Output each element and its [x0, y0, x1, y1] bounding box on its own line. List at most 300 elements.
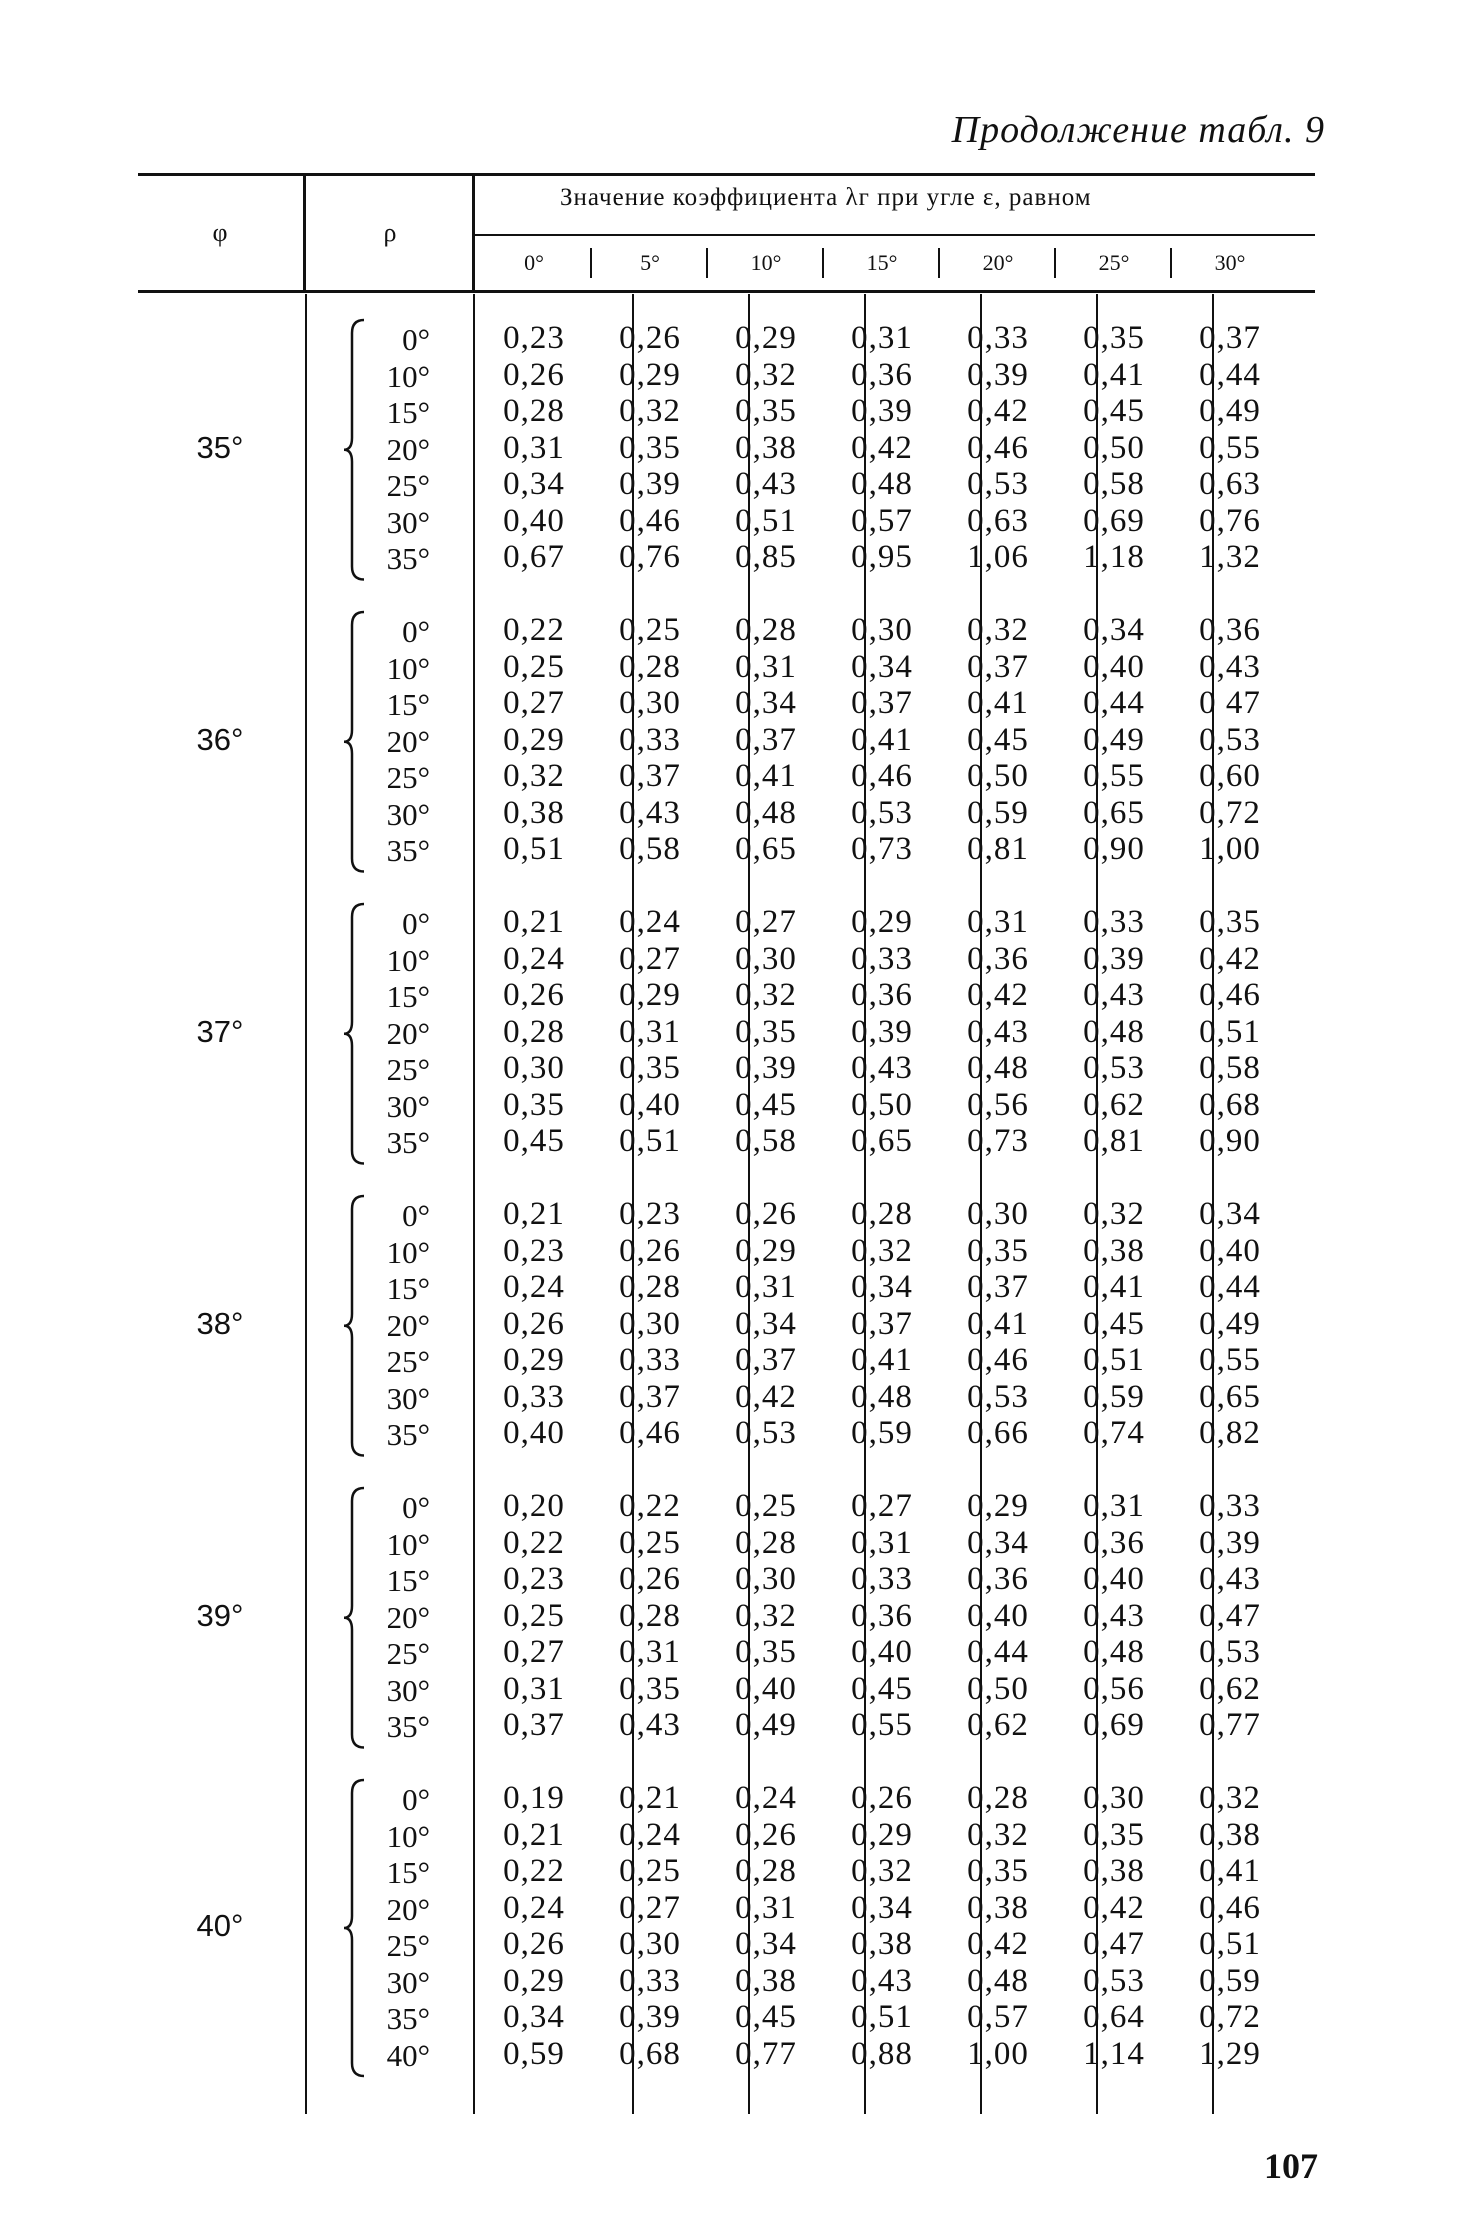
coefficient-cell: 0,31 — [851, 320, 913, 356]
coefficient-cell: 0,43 — [619, 1707, 681, 1743]
coefficient-cell: 0,63 — [967, 502, 1029, 539]
coefficient-cell: 0,39 — [1083, 940, 1145, 977]
coefficient-cell: 0,90 — [1083, 831, 1145, 867]
coefficient-cell: 0,58 — [735, 1123, 797, 1159]
coefficient-cell: 0,27 — [851, 1488, 913, 1524]
coefficient-cell: 0,55 — [1199, 429, 1261, 466]
coefficient-cell: 0,37 — [503, 1707, 565, 1743]
coefficient-cell: 0,35 — [1083, 1816, 1145, 1853]
coefficient-cell: 0,32 — [619, 393, 681, 429]
coefficient-cell: 0,27 — [503, 685, 565, 721]
coefficient-cell: 0,51 — [1199, 1013, 1261, 1050]
coefficient-cell: 0,45 — [735, 1999, 797, 2035]
rho-value: 25° — [386, 468, 430, 503]
coefficient-cell: 0,43 — [967, 1013, 1029, 1050]
coefficient-cell: 0,31 — [735, 1889, 797, 1926]
coefficient-cell: 0,39 — [735, 1050, 797, 1086]
coefficient-cell: 0,40 — [503, 502, 565, 539]
coefficient-cell: 0,29 — [503, 1342, 565, 1378]
coefficient-cell: 0 47 — [1199, 685, 1261, 721]
coefficient-cell: 0,46 — [1199, 977, 1261, 1013]
coefficient-cell: 0,81 — [967, 831, 1029, 867]
coefficient-cell: 0,22 — [619, 1488, 681, 1524]
coefficient-cell: 0,35 — [735, 1013, 797, 1050]
coefficient-cell: 0,49 — [1199, 1305, 1261, 1342]
rho-value: 20° — [386, 1891, 430, 1927]
coefficient-cell: 0,25 — [619, 612, 681, 648]
coefficient-cell: 0,30 — [503, 1050, 565, 1086]
coefficient-cell: 0,37 — [735, 721, 797, 758]
coefficient-cell: 0,44 — [1199, 1269, 1261, 1305]
coefficient-cell: 0,53 — [967, 466, 1029, 502]
coefficient-cell: 0,76 — [619, 539, 681, 575]
coefficient-cell: 0,42 — [1199, 940, 1261, 977]
coefficient-cell: 0,40 — [851, 1634, 913, 1670]
rho-value: 30° — [386, 504, 430, 540]
coefficient-cell: 0,36 — [1083, 1524, 1145, 1561]
group-brace — [342, 1485, 372, 1751]
coefficient-cell: 0,72 — [1199, 1999, 1261, 2035]
coefficient-cell: 0,33 — [1199, 1488, 1261, 1524]
coefficient-cell: 0,56 — [1083, 1670, 1145, 1707]
coefficient-cell: 0,39 — [619, 1999, 681, 2035]
rho-value: 15° — [386, 1271, 430, 1306]
coefficient-cell: 0,41 — [967, 685, 1029, 721]
coefficient-cell: 0,28 — [735, 1524, 797, 1561]
coefficient-cell: 0,37 — [619, 758, 681, 794]
coefficient-cell: 0,32 — [503, 758, 565, 794]
coefficient-cell: 0,30 — [1083, 1780, 1145, 1816]
coefficient-cell: 0,53 — [851, 794, 913, 831]
coefficient-cell: 0,31 — [619, 1013, 681, 1050]
coefficient-cell: 0,60 — [1199, 758, 1261, 794]
coefficient-cell: 0,41 — [735, 758, 797, 794]
coefficient-cell: 0,36 — [1199, 612, 1261, 648]
coefficient-cell: 0,20 — [503, 1488, 565, 1524]
coefficient-cell: 0,33 — [619, 1962, 681, 1999]
coefficient-cell: 0,30 — [619, 1926, 681, 1962]
phi-value: 37° — [196, 1013, 244, 1049]
coefficient-cell: 0,26 — [503, 1926, 565, 1962]
rho-value: 0° — [402, 906, 430, 941]
coefficient-cell: 0,42 — [967, 393, 1029, 429]
coefficient-cell: 0,23 — [503, 320, 565, 356]
coefficient-cell: 0,30 — [619, 685, 681, 721]
header-divider-phi — [303, 176, 306, 290]
coefficient-cell: 0,41 — [1083, 356, 1145, 393]
coefficient-cell: 0,41 — [851, 721, 913, 758]
coefficient-cell: 0,32 — [735, 1597, 797, 1634]
coefficient-cell: 0,31 — [851, 1524, 913, 1561]
coefficient-cell: 0,69 — [1083, 1707, 1145, 1743]
coefficient-cell: 0,43 — [851, 1050, 913, 1086]
coefficient-cell: 0,22 — [503, 1524, 565, 1561]
coefficient-cell: 0,30 — [967, 1196, 1029, 1232]
coefficient-cell: 0,40 — [1083, 1561, 1145, 1597]
coefficient-cell: 0,58 — [619, 831, 681, 867]
coefficient-cell: 0,46 — [1199, 1889, 1261, 1926]
coefficient-cell: 0,42 — [967, 1926, 1029, 1962]
coefficient-cell: 0,65 — [1199, 1378, 1261, 1415]
coefficient-cell: 0,34 — [1199, 1196, 1261, 1232]
coefficient-cell: 0,34 — [503, 1999, 565, 2035]
rho-value: 10° — [386, 1526, 430, 1562]
coefficient-cell: 0,66 — [967, 1415, 1029, 1451]
coefficient-cell: 0,43 — [735, 466, 797, 502]
coefficient-cell: 0,31 — [735, 1269, 797, 1305]
coefficient-cell: 1,06 — [967, 539, 1029, 575]
coefficient-cell: 0,53 — [1083, 1050, 1145, 1086]
coefficient-cell: 0,62 — [1199, 1670, 1261, 1707]
coefficient-cell: 0,32 — [851, 1853, 913, 1889]
rho-value: 20° — [386, 431, 430, 467]
coefficient-cell: 1,18 — [1083, 539, 1145, 575]
rho-value: 15° — [386, 1563, 430, 1598]
coefficient-cell: 0,22 — [503, 1853, 565, 1889]
coefficient-cell: 0,63 — [1199, 466, 1261, 502]
group-brace — [342, 609, 372, 875]
coefficient-cell: 0,32 — [967, 1816, 1029, 1853]
coefficient-cell: 0,59 — [967, 794, 1029, 831]
coefficient-cell: 0,51 — [1199, 1926, 1261, 1962]
header-bottom-rule — [138, 290, 1315, 293]
coefficient-cell: 0,28 — [735, 612, 797, 648]
coefficient-cell: 0,32 — [735, 356, 797, 393]
coefficient-cell: 0,27 — [619, 940, 681, 977]
coefficient-cell: 0,40 — [1083, 648, 1145, 685]
coefficient-cell: 0,48 — [851, 1378, 913, 1415]
header-eps-column: 20° — [982, 250, 1014, 275]
coefficient-cell: 0,68 — [1199, 1086, 1261, 1123]
header-eps-column: 5° — [640, 250, 660, 275]
coefficient-cell: 0,28 — [851, 1196, 913, 1232]
coefficient-cell: 0,35 — [735, 1634, 797, 1670]
page-number: 107 — [1264, 2146, 1318, 2186]
coefficient-cell: 0,26 — [619, 320, 681, 356]
coefficient-cell: 0,95 — [851, 539, 913, 575]
coefficient-cell: 0,43 — [1083, 1597, 1145, 1634]
coefficient-cell: 0,25 — [619, 1853, 681, 1889]
coefficient-cell: 0,77 — [1199, 1707, 1261, 1743]
header-eps-column: 0° — [524, 250, 544, 275]
coefficient-cell: 0,21 — [503, 904, 565, 940]
coefficient-cell: 0,39 — [851, 1013, 913, 1050]
rho-value: 35° — [386, 833, 430, 868]
coefficient-cell: 0,51 — [1083, 1342, 1145, 1378]
coefficient-cell: 0,34 — [735, 1305, 797, 1342]
coefficient-cell: 0,23 — [503, 1561, 565, 1597]
coefficient-cell: 0,30 — [851, 612, 913, 648]
coefficient-cell: 0,77 — [735, 2035, 797, 2072]
coefficient-cell: 0,26 — [503, 977, 565, 1013]
coefficient-cell: 0,30 — [619, 1305, 681, 1342]
rho-value: 10° — [386, 358, 430, 394]
rho-value: 35° — [386, 2001, 430, 2036]
coefficient-cell: 0,31 — [735, 648, 797, 685]
rho-value: 25° — [386, 1344, 430, 1379]
coefficient-cell: 0,48 — [735, 794, 797, 831]
rho-value: 30° — [386, 1964, 430, 2000]
coefficient-cell: 0,47 — [1083, 1926, 1145, 1962]
coefficient-cell: 0,35 — [1199, 904, 1261, 940]
coefficient-cell: 0,55 — [1199, 1342, 1261, 1378]
coefficient-cell: 0,35 — [619, 1670, 681, 1707]
coefficient-cell: 0,38 — [503, 794, 565, 831]
coefficient-cell: 0,27 — [735, 904, 797, 940]
header-eps-column: 25° — [1098, 250, 1130, 275]
rho-value: 10° — [386, 1234, 430, 1270]
coefficient-cell: 0,32 — [1083, 1196, 1145, 1232]
coefficient-cell: 0,59 — [1083, 1378, 1145, 1415]
coefficient-cell: 0,40 — [503, 1415, 565, 1451]
coefficient-cell: 0,36 — [967, 1561, 1029, 1597]
coefficient-cell: 0,39 — [619, 466, 681, 502]
coefficient-cell: 0,38 — [851, 1926, 913, 1962]
coefficient-cell: 0,34 — [503, 466, 565, 502]
coefficient-cell: 0,31 — [503, 429, 565, 466]
coefficient-cell: 0,51 — [619, 1123, 681, 1159]
coefficient-cell: 0,49 — [1083, 721, 1145, 758]
coefficient-cell: 0,74 — [1083, 1415, 1145, 1451]
coefficient-cell: 0,33 — [1083, 904, 1145, 940]
coefficient-cell: 0,29 — [851, 904, 913, 940]
coefficient-cell: 0,44 — [967, 1634, 1029, 1670]
coefficient-cell: 0,59 — [851, 1415, 913, 1451]
group-brace — [342, 901, 372, 1167]
coefficient-cell: 0,35 — [503, 1086, 565, 1123]
coefficient-cell: 0,21 — [619, 1780, 681, 1816]
rho-value: 20° — [386, 1599, 430, 1635]
group-brace — [342, 317, 372, 583]
rho-value: 0° — [402, 1782, 430, 1817]
coefficient-cell: 0,48 — [967, 1050, 1029, 1086]
header-divider-rho — [472, 176, 475, 290]
coefficient-cell: 0,24 — [503, 1269, 565, 1305]
coefficient-cell: 0,25 — [619, 1524, 681, 1561]
coefficient-cell: 0,42 — [1083, 1889, 1145, 1926]
coefficient-cell: 0,30 — [735, 940, 797, 977]
coefficient-cell: 0,48 — [967, 1962, 1029, 1999]
coefficient-cell: 0,32 — [967, 612, 1029, 648]
coefficient-cell: 0,28 — [503, 1013, 565, 1050]
coefficient-cell: 0,67 — [503, 539, 565, 575]
rho-value: 0° — [402, 322, 430, 357]
rho-value: 40° — [386, 2037, 430, 2073]
rho-value: 30° — [386, 796, 430, 832]
coefficient-cell: 0,29 — [619, 977, 681, 1013]
rho-value: 10° — [386, 942, 430, 978]
coefficient-cell: 0,42 — [851, 429, 913, 466]
coefficient-cell: 0,37 — [619, 1378, 681, 1415]
coefficient-cell: 0,64 — [1083, 1999, 1145, 2035]
coefficient-cell: 0,43 — [1199, 1561, 1261, 1597]
coefficient-cell: 0,36 — [851, 977, 913, 1013]
phi-value: 35° — [196, 429, 244, 465]
coefficient-cell: 0,26 — [735, 1196, 797, 1232]
coefficient-cell: 0,88 — [851, 2035, 913, 2072]
coefficient-cell: 0,46 — [851, 758, 913, 794]
coefficient-cell: 0,51 — [851, 1999, 913, 2035]
coefficient-cell: 0,34 — [851, 1269, 913, 1305]
coefficient-cell: 0,76 — [1199, 502, 1261, 539]
coefficient-cell: 0,55 — [851, 1707, 913, 1743]
rho-value: 0° — [402, 614, 430, 649]
coefficient-cell: 0,43 — [1083, 977, 1145, 1013]
coefficient-cell: 1,32 — [1199, 539, 1261, 575]
group-brace — [342, 1777, 372, 2079]
coefficient-cell: 0,21 — [503, 1196, 565, 1232]
coefficient-cell: 0,53 — [1199, 1634, 1261, 1670]
coefficient-cell: 0,34 — [735, 1926, 797, 1962]
coefficient-cell: 0,57 — [851, 502, 913, 539]
coefficient-cell: 0,50 — [967, 758, 1029, 794]
coefficient-cell: 0,35 — [735, 393, 797, 429]
coefficient-cell: 0,35 — [619, 1050, 681, 1086]
coefficient-cell: 0,29 — [735, 1232, 797, 1269]
coefficient-cell: 0,85 — [735, 539, 797, 575]
coefficient-cell: 0,29 — [503, 721, 565, 758]
rho-value: 10° — [386, 650, 430, 686]
coefficient-cell: 0,58 — [1083, 466, 1145, 502]
coefficient-cell: 0,50 — [967, 1670, 1029, 1707]
coefficient-cell: 0,25 — [735, 1488, 797, 1524]
coefficient-cell: 0,32 — [1199, 1780, 1261, 1816]
coefficient-cell: 0,35 — [967, 1232, 1029, 1269]
rho-value: 30° — [386, 1088, 430, 1124]
coefficient-cell: 0,41 — [967, 1305, 1029, 1342]
coefficient-cell: 0,43 — [1199, 648, 1261, 685]
coefficient-cell: 0,69 — [1083, 502, 1145, 539]
header-rho: ρ — [383, 218, 397, 247]
coefficient-cell: 0,38 — [967, 1889, 1029, 1926]
coefficient-cell: 0,22 — [503, 612, 565, 648]
rho-value: 10° — [386, 1818, 430, 1854]
coefficient-cell: 0,34 — [851, 648, 913, 685]
coefficient-cell: 0,65 — [735, 831, 797, 867]
coefficient-cell: 0,34 — [851, 1889, 913, 1926]
coefficient-cell: 0,26 — [503, 356, 565, 393]
coefficient-cell: 0,73 — [967, 1123, 1029, 1159]
coefficient-cell: 0,26 — [619, 1232, 681, 1269]
coefficient-cell: 0,45 — [967, 721, 1029, 758]
coefficient-cell: 0,45 — [1083, 1305, 1145, 1342]
rho-value: 35° — [386, 1417, 430, 1452]
header-coefficient: Значение коэффициента λг при угле ε, равном — [560, 184, 1092, 211]
coefficient-cell: 0,31 — [1083, 1488, 1145, 1524]
coefficient-cell: 0,28 — [619, 648, 681, 685]
coefficient-cell: 0,33 — [619, 721, 681, 758]
coefficient-cell: 0,26 — [735, 1816, 797, 1853]
coefficient-cell: 0,48 — [851, 466, 913, 502]
rho-value: 15° — [386, 395, 430, 430]
coefficient-cell: 0,41 — [1199, 1853, 1261, 1889]
coefficient-cell: 0,32 — [851, 1232, 913, 1269]
coefficient-cell: 0,41 — [851, 1342, 913, 1378]
coefficient-cell: 0,53 — [967, 1378, 1029, 1415]
coefficient-cell: 0,38 — [735, 429, 797, 466]
coefficient-cell: 0,29 — [735, 320, 797, 356]
coefficient-cell: 0,25 — [503, 648, 565, 685]
rho-value: 15° — [386, 1855, 430, 1890]
coefficient-cell: 0,24 — [619, 904, 681, 940]
coefficient-cell: 0,26 — [503, 1305, 565, 1342]
coefficient-cell: 0,28 — [735, 1853, 797, 1889]
coefficient-cell: 0,62 — [1083, 1086, 1145, 1123]
coefficient-cell: 0,46 — [619, 502, 681, 539]
coefficient-cell: 0,31 — [503, 1670, 565, 1707]
body-column-divider — [305, 294, 307, 2114]
coefficient-cell: 0,46 — [967, 1342, 1029, 1378]
coefficient-cell: 0,73 — [851, 831, 913, 867]
coefficient-cell: 0,34 — [967, 1524, 1029, 1561]
coefficient-cell: 0,50 — [851, 1086, 913, 1123]
coefficient-cell: 0,46 — [619, 1415, 681, 1451]
coefficient-cell: 0,40 — [967, 1597, 1029, 1634]
coefficient-cell: 0,35 — [1083, 320, 1145, 356]
coefficient-cell: 0,38 — [1199, 1816, 1261, 1853]
coefficient-cell: 0,25 — [503, 1597, 565, 1634]
coefficient-cell: 0,30 — [735, 1561, 797, 1597]
coefficient-cell: 0,39 — [1199, 1524, 1261, 1561]
header-subrule — [473, 234, 1315, 236]
rho-value: 25° — [386, 1052, 430, 1087]
coefficient-cell: 0,29 — [503, 1962, 565, 1999]
coefficient-cell: 0,37 — [967, 1269, 1029, 1305]
coefficient-cell: 0,21 — [503, 1816, 565, 1853]
coefficient-cell: 0,39 — [967, 356, 1029, 393]
coefficient-cell: 0,55 — [1083, 758, 1145, 794]
phi-value: 40° — [196, 1908, 244, 1943]
coefficient-cell: 0,57 — [967, 1999, 1029, 2035]
coefficient-cell: 0,24 — [619, 1816, 681, 1853]
coefficient-cell: 0,24 — [503, 940, 565, 977]
rho-value: 30° — [386, 1672, 430, 1708]
coefficient-cell: 1,29 — [1199, 2035, 1261, 2072]
coefficient-cell: 0,45 — [503, 1123, 565, 1159]
coefficient-cell: 0,44 — [1083, 685, 1145, 721]
rho-value: 30° — [386, 1380, 430, 1416]
coefficient-cell: 1,14 — [1083, 2035, 1145, 2072]
coefficient-cell: 0,49 — [735, 1707, 797, 1743]
coefficient-cell: 0,39 — [851, 393, 913, 429]
coefficient-cell: 0,35 — [619, 429, 681, 466]
coefficient-cell: 1,00 — [967, 2035, 1029, 2072]
coefficient-cell: 0,37 — [1199, 320, 1261, 356]
coefficient-cell: 0,33 — [851, 940, 913, 977]
coefficient-cell: 0,34 — [735, 685, 797, 721]
coefficient-cell: 0,23 — [619, 1196, 681, 1232]
coefficient-cell: 0,33 — [619, 1342, 681, 1378]
rho-value: 0° — [402, 1198, 430, 1233]
coefficient-cell: 0,51 — [735, 502, 797, 539]
coefficient-cell: 0,27 — [619, 1889, 681, 1926]
coefficient-cell: 0,53 — [1083, 1962, 1145, 1999]
rho-value: 25° — [386, 760, 430, 795]
coefficient-cell: 0,29 — [851, 1816, 913, 1853]
header-eps-column: 10° — [750, 250, 782, 275]
coefficient-cell: 0,42 — [967, 977, 1029, 1013]
rho-value: 20° — [386, 1307, 430, 1343]
rho-value: 35° — [386, 541, 430, 576]
coefficient-cell: 0,24 — [503, 1889, 565, 1926]
coefficient-cell: 0,36 — [851, 356, 913, 393]
rho-value: 35° — [386, 1125, 430, 1160]
coefficient-cell: 0,82 — [1199, 1415, 1261, 1451]
coefficient-cell: 0,41 — [1083, 1269, 1145, 1305]
group-brace — [342, 1193, 372, 1459]
coefficient-cell: 0,72 — [1199, 794, 1261, 831]
coefficient-cell: 0,42 — [735, 1378, 797, 1415]
